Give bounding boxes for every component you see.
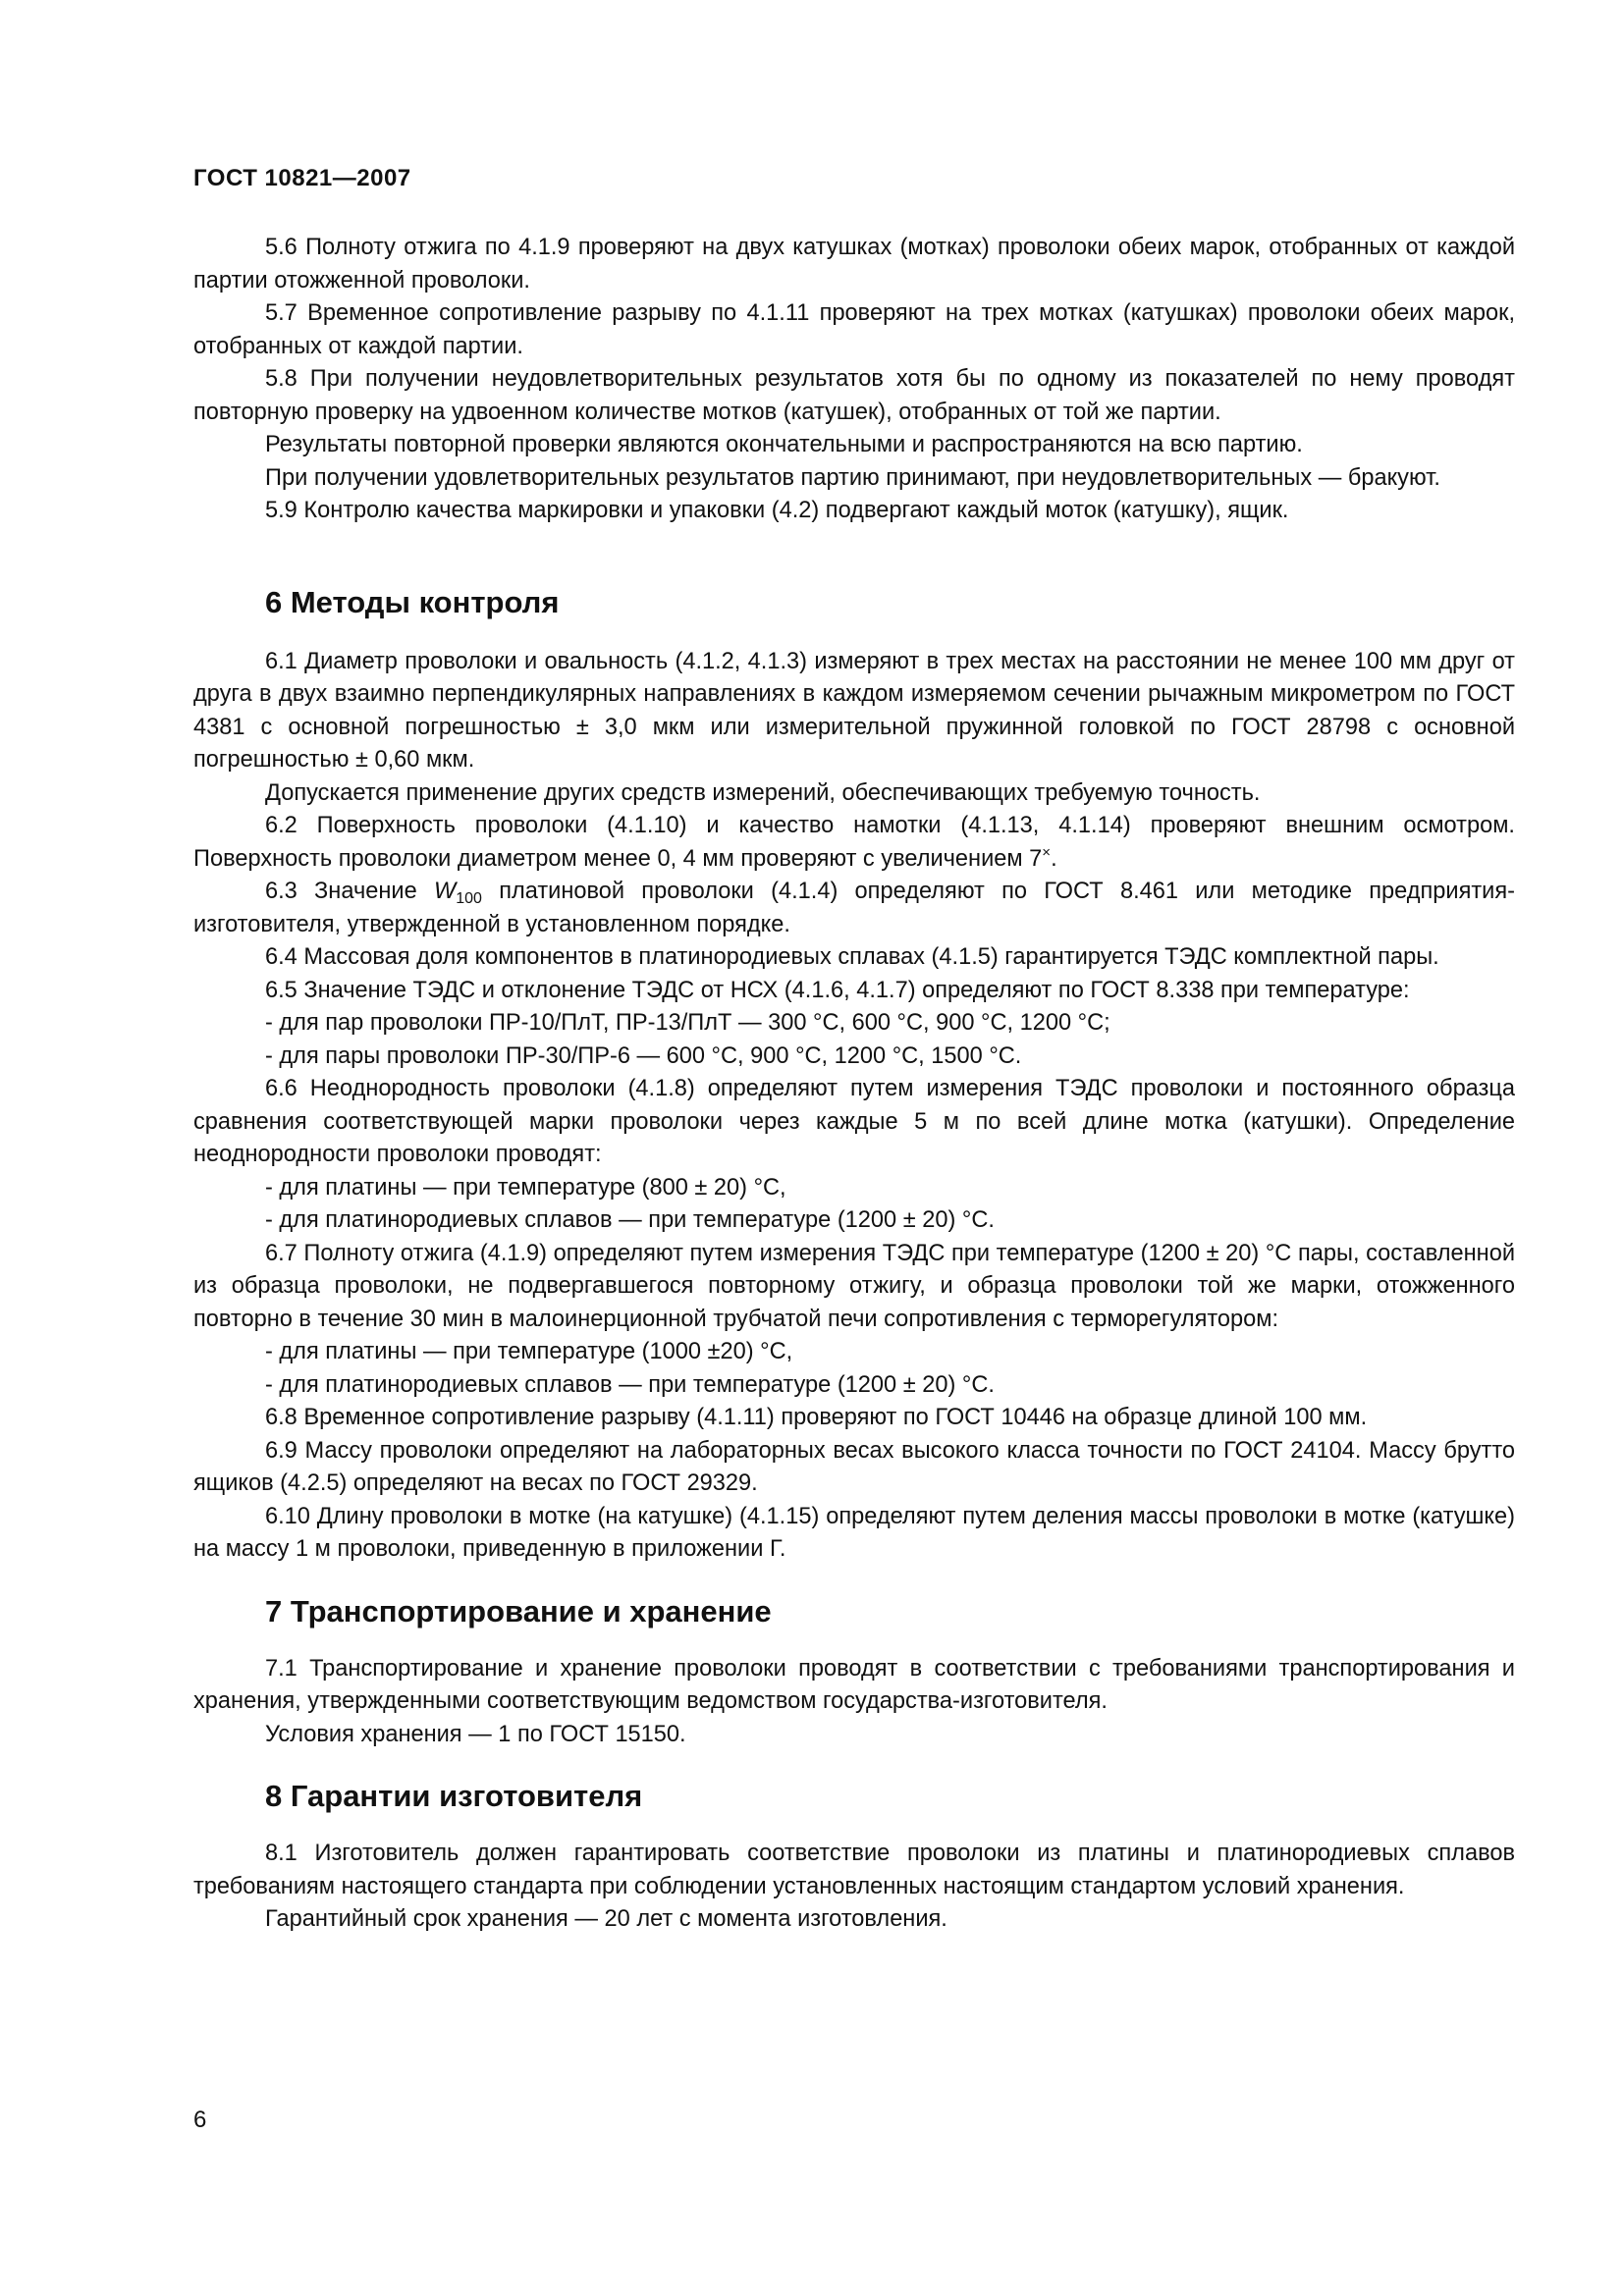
paragraph-6-4: 6.4 Массовая доля компонентов в платинородиевых сплавах (4.1.5) гарантируется ТЭДС комплектной пары. bbox=[265, 944, 1439, 970]
document-header: ГОСТ 10821—2007 bbox=[193, 165, 411, 191]
list-item: - для платинородиевых сплавов — при температуре (1200 ± 20) °С. bbox=[265, 1371, 995, 1398]
paragraph-6-3 bbox=[193, 876, 1515, 941]
paragraph-6-7: 6.7 Полноту отжига (4.1.9) определяют путем измерения ТЭДС при температуре (1200 ± 20) °С пары, составленной из образца проволоки, не подвергавшегося повторному отжигу, и образца проволоки той же марки, отожженного повторно в течение 30 мин в малоинерционной трубчатой печи сопротивления с терморегулятором: bbox=[193, 1240, 1515, 1332]
paragraph-8-1: 8.1 Изготовитель должен гарантировать соответствие проволоки из платины и платинородиевых сплавов требованиям настоящего стандарта при соблюдении установленных настоящим стандартом условий хранения. bbox=[193, 1841, 1515, 1899]
document-body bbox=[193, 232, 1515, 1937]
paragraph-6-5: 6.5 Значение ТЭДС и отклонение ТЭДС от НСХ (4.1.6, 4.1.7) определяют по ГОСТ 8.338 при температуре: bbox=[265, 977, 1410, 1003]
list-item: - для пары проволоки ПР-30/ПР-6 — 600 °С, 900 °С, 1200 °С, 1500 °С. bbox=[265, 1042, 1022, 1069]
paragraph-6-3-lead: 6.3 Значение bbox=[265, 879, 434, 904]
paragraph-6-10: 6.10 Длину проволоки в мотке (на катушке) (4.1.15) определяют путем деления массы проволоки в мотке (катушке) на массу 1 м проволоки, приведенную в приложении Г. bbox=[193, 1503, 1515, 1562]
list-item: - для платинородиевых сплавов — при температуре (1200 ± 20) °С. bbox=[265, 1207, 995, 1233]
paragraph-5-8: 5.8 При получении неудовлетворительных результатов хотя бы по одному из показателей по нему проводят повторную проверку на удвоенном количестве мотков (катушек), отобранных от той же партии. bbox=[193, 366, 1515, 425]
magnification-sign: × bbox=[1042, 843, 1052, 861]
section-title-7: 7 Транспортирование и хранение bbox=[265, 1593, 772, 1629]
paragraph-7-1: 7.1 Транспортирование и хранение проволоки проводят в соответствии с требованиями транспортирования и хранения, утвержденными соответствующим ведомством государства-изготовителя. bbox=[193, 1655, 1515, 1714]
paragraph-6-1-alternatives: Допускается применение других средств измерений, обеспечивающих требуемую точность. bbox=[265, 779, 1261, 806]
paragraph-6-2 bbox=[193, 810, 1515, 876]
paragraph-6-1: 6.1 Диаметр проволоки и овальность (4.1.2, 4.1.3) измеряют в трех местах на расстоянии не менее 100 мм друг от друга в двух взаимно перпендикулярных направлениях в каждом измеряемом сечении рычажным микрометром по ГОСТ 4381 с основной погрешностью ± 3,0 мкм или измерительной пружинной головкой по ГОСТ 28798 с основной погрешностью ± 0,60 мкм. bbox=[193, 648, 1515, 773]
page-number: 6 bbox=[193, 2107, 207, 2133]
paragraph-6-6: 6.6 Неоднородность проволоки (4.1.8) определяют путем измерения ТЭДС проволоки и постоянного образца сравнения соответствующей марки проволоки через каждые 5 м по всей длине мотка (катушки). Определение неоднородности проволоки проводят: bbox=[193, 1076, 1515, 1167]
paragraph-6-8: 6.8 Временное сопротивление разрыву (4.1.11) проверяют по ГОСТ 10446 на образце длиной 100 мм. bbox=[265, 1405, 1368, 1430]
paragraph-6-9: 6.9 Массу проволоки определяют на лабораторных весах высокого класса точности по ГОСТ 24104. Массу брутто ящиков (4.2.5) определяют на весах по ГОСТ 29329. bbox=[193, 1437, 1515, 1496]
paragraph-5-8-repeat-check: Результаты повторной проверки являются окончательными и распространяются на всю партию. bbox=[265, 432, 1303, 457]
paragraph-6-2-end: . bbox=[1051, 845, 1057, 872]
list-item: - для платины — при температуре (1000 ±20) °С, bbox=[265, 1339, 793, 1364]
paragraph-5-9: 5.9 Контролю качества маркировки и упаковки (4.2) подвергают каждый моток (катушку), ящик. bbox=[265, 498, 1289, 523]
paragraph-5-7: 5.7 Временное сопротивление разрыву по 4.1.11 проверяют на трех мотках (катушках) проволоки обеих марок, отобранных от каждой партии. bbox=[193, 300, 1515, 359]
paragraph-7-1-storage: Условия хранения — 1 по ГОСТ 15150. bbox=[265, 1721, 686, 1747]
paragraph-6-2-text: 6.2 Поверхность проволоки (4.1.10) и качество намотки (4.1.13, 4.1.14) проверяют внешним осмотром. Поверхность проволоки диаметром менее 0, 4 мм проверяют с увеличением 7 bbox=[193, 813, 1515, 872]
paragraph-5-8-acceptance: При получении удовлетворительных результатов партию принимают, при неудовлетворительных — бракуют. bbox=[265, 464, 1440, 491]
paragraph-8-1-warranty: Гарантийный срок хранения — 20 лет с момента изготовления. bbox=[265, 1906, 947, 1932]
section-title-6: 6 Методы контроля bbox=[265, 584, 560, 619]
paragraph-5-6: 5.6 Полноту отжига по 4.1.9 проверяют на двух катушках (мотках) проволоки обеих марок, отобранных от каждой партии отожженной проволоки. bbox=[193, 235, 1515, 294]
list-item: - для пар проволоки ПР-10/ПлТ, ПР-13/ПлТ — 300 °С, 600 °С, 900 °С, 1200 °С; bbox=[265, 1010, 1110, 1036]
list-item: - для платины — при температуре (800 ± 20) °С, bbox=[265, 1174, 786, 1201]
section-title-8: 8 Гарантии изготовителя bbox=[265, 1779, 643, 1813]
paragraph-6-3-text: платиновой проволоки (4.1.4) определяют по ГОСТ 8.461 или методике предприятия-изготовителя, утвержденной в установленном порядке. bbox=[193, 879, 1515, 937]
w-symbol: W bbox=[433, 879, 457, 904]
w-subscript: 100 bbox=[456, 890, 482, 907]
